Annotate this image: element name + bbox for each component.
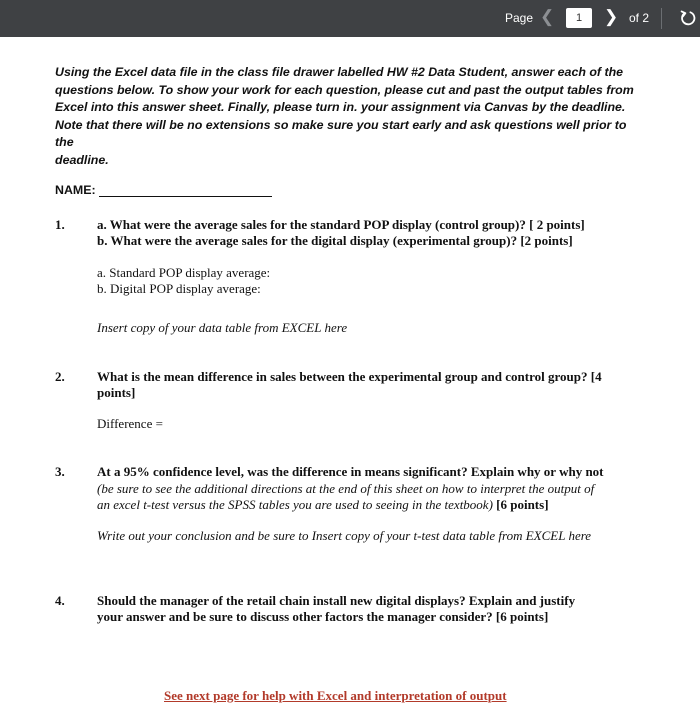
- question-1-instruction: Insert copy of your data table from EXCEL here: [97, 320, 348, 335]
- question-3-instruction: Write out your conclusion and be sure to Insert copy of your t-test data table from EXCEL here: [97, 528, 592, 543]
- next-page-icon[interactable]: ❯: [604, 7, 619, 26]
- intro-line: Excel into this answer sheet. Finally, please turn in. your assignment via Canvas by the deadline.: [55, 100, 626, 114]
- instructions-paragraph: [55, 64, 645, 169]
- question-3-line3-text: an excel t-test versus the SPSS tables you are used to seeing in the textbook): [97, 497, 493, 512]
- rotate-icon[interactable]: [678, 8, 698, 28]
- toolbar-divider: [661, 8, 662, 29]
- page-total: of 2: [629, 11, 650, 25]
- intro-line: questions below. To show your work for each question, please cut and past the output tables from: [55, 82, 634, 97]
- question-2-line2: points]: [97, 385, 136, 400]
- question-4-number: 4.: [55, 593, 65, 608]
- page-number-input[interactable]: [566, 8, 592, 28]
- intro-line: Note that there will be no extensions so make sure you start early and ask questions well prior to the: [55, 117, 627, 149]
- question-3-points: [6 points]: [492, 497, 549, 512]
- previous-page-icon[interactable]: ❮: [540, 7, 555, 26]
- question-3-line3: [97, 497, 647, 513]
- pdf-toolbar: [0, 0, 700, 37]
- question-1-line-b: b. What were the average sales for the digital display (experimental group)? [2 points]: [97, 233, 573, 248]
- question-3-line1: At a 95% confidence level, was the difference in means significant? Explain why or why not: [97, 464, 604, 479]
- name-label: NAME:: [55, 183, 96, 197]
- question-1-answer-a: a. Standard POP display average:: [97, 265, 271, 280]
- question-1-answer-b: b. Digital POP display average:: [97, 281, 261, 296]
- name-underline: [99, 196, 272, 197]
- question-1-number: 1.: [55, 217, 65, 232]
- question-3-number: 3.: [55, 464, 65, 479]
- question-4-line1: Should the manager of the retail chain install new digital displays? Explain and justify: [97, 593, 576, 608]
- page-label: Page: [505, 11, 534, 25]
- question-2-number: 2.: [55, 369, 65, 384]
- intro-line: deadline.: [55, 152, 109, 167]
- question-2-answer: Difference =: [97, 416, 163, 431]
- footer-note: See next page for help with Excel and interpretation of output: [164, 688, 507, 703]
- question-4-line2: your answer and be sure to discuss other factors the manager consider? [6 points]: [97, 609, 549, 624]
- question-3-line2: (be sure to see the additional directions at the end of this sheet on how to interpret the output of: [97, 481, 595, 496]
- question-1-line-a: a. What were the average sales for the standard POP display (control group)? [ 2 points]: [97, 217, 585, 232]
- intro-line: Using the Excel data file in the class file drawer labelled HW #2 Data Student, answer each of the: [55, 65, 624, 79]
- question-2-line1: What is the mean difference in sales between the experimental group and control group? [4: [97, 369, 602, 384]
